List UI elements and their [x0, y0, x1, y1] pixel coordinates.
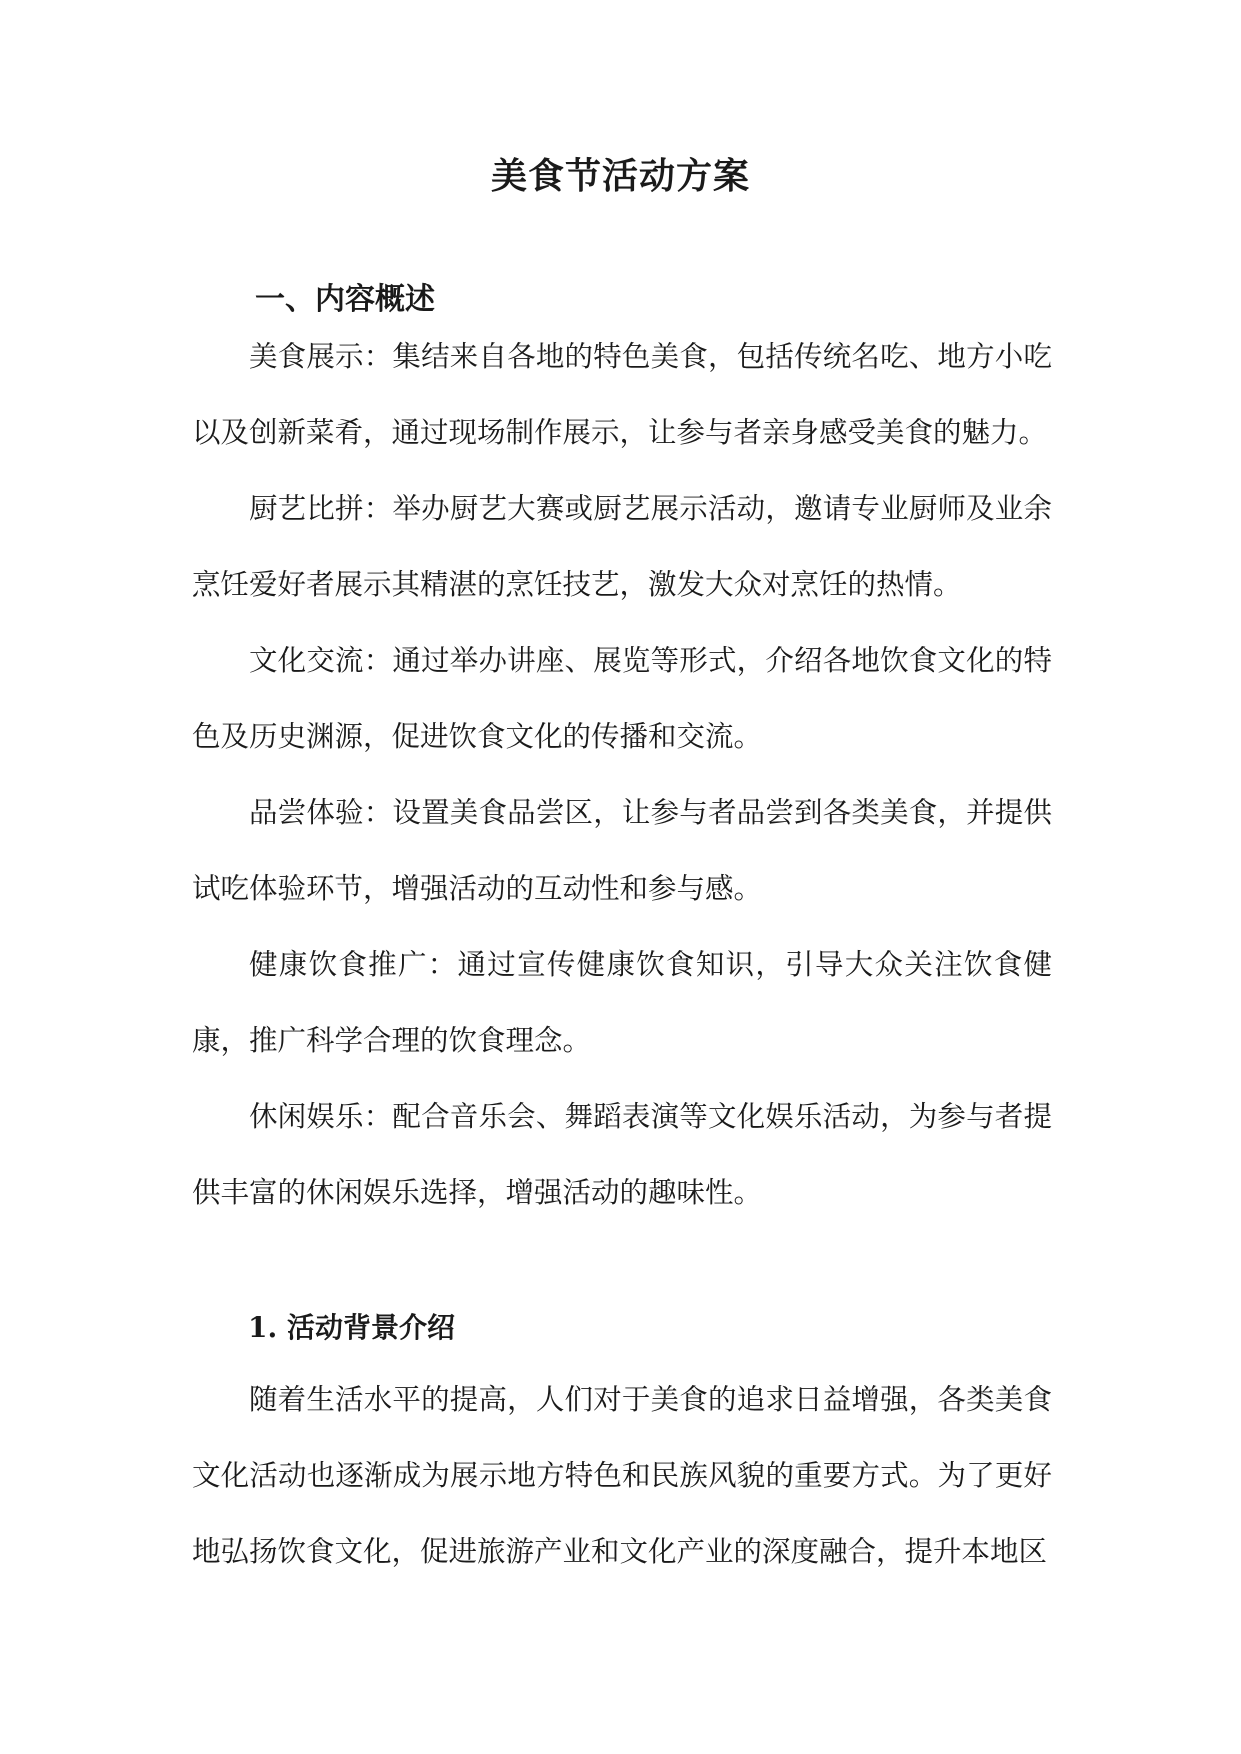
- paragraph-healthy-eating: 健康饮食推广：通过宣传健康饮食知识，引导大众关注饮食健康，推广科学合理的饮食理念。: [192, 948, 1052, 1057]
- paragraph-tasting-experience: 品尝体验：设置美食品尝区，让参与者品尝到各类美食，并提供试吃体验环节，增强活动的互动性和参与感。: [192, 796, 1052, 905]
- subsection-heading-background: 1. 活动背景介绍: [248, 1311, 455, 1344]
- document-title: 美食节活动方案: [490, 155, 750, 197]
- paragraph-food-display: 美食展示：集结来自各地的特色美食，包括传统名吃、地方小吃以及创新菜肴，通过现场制作展示，让参与者亲身感受美食的魅力。: [192, 340, 1052, 449]
- paragraph-cooking-contest: 厨艺比拼：举办厨艺大赛或厨艺展示活动，邀请专业厨师及业余烹饪爱好者展示其精湛的烹饪技艺，激发大众对烹饪的热情。: [192, 492, 1052, 601]
- section-heading-overview: 一、内容概述: [255, 282, 435, 317]
- paragraph-cultural-exchange: 文化交流：通过举办讲座、展览等形式，介绍各地饮食文化的特色及历史渊源，促进饮食文化的传播和交流。: [192, 644, 1052, 753]
- paragraph-background: 随着生活水平的提高，人们对于美食的追求日益增强，各类美食文化活动也逐渐成为展示地方特色和民族风貌的重要方式。为了更好地弘扬饮食文化，促进旅游产业和文化产业的深度融合，提升本地区: [192, 1383, 1052, 1568]
- paragraph-leisure-entertainment: 休闲娱乐：配合音乐会、舞蹈表演等文化娱乐活动，为参与者提供丰富的休闲娱乐选择，增强活动的趣味性。: [192, 1100, 1052, 1209]
